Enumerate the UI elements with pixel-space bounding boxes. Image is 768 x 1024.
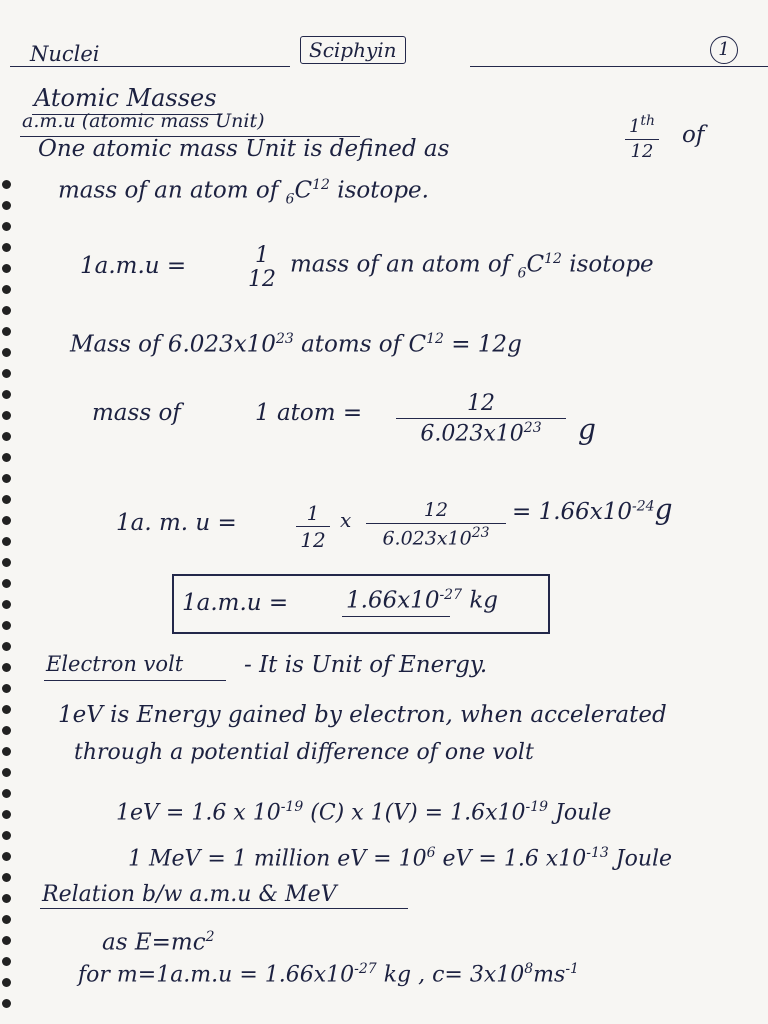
boxed-lhs: 1a.m.u = [182,590,289,616]
ev-joule-equation: 1eV = 1.6 x $10^{-19}$ (C) x $1(V) = 1.6x10^{-19}$ Joule [116,799,612,826]
mass-energy-equation: as $E=mc^2$ [102,929,215,956]
definition-line-2: mass of an atom of $_6C^{12}$ isotope. [58,177,429,208]
amu-definition-rhs: mass of an atom of $_6C^{12}$ isotope [290,251,654,282]
mass-one-atom-fraction: 12 $6.023x10^{23}$ [396,392,566,447]
mass-of-label: mass of [92,400,181,426]
logo: Sciphyin [300,36,406,64]
section-title-atomic-masses: Atomic Masses [34,84,217,112]
amu-definition-lhs: 1a.m.u = [80,253,187,279]
spiral-binding [0,180,14,1020]
header-rule-left [10,66,290,67]
amu-value-result: = $1.66x10^{-24}g$ [512,493,673,526]
times-sign: x [340,508,352,532]
avogadro-mass-equation: Mass of $6.023x10^{23}$ atoms of $C^{12} = 12g$ [70,331,522,358]
relation-underline [40,908,408,909]
electron-volt-underline [44,680,226,681]
page-number: 1 [710,36,738,64]
one-atom-label: 1 atom = [255,400,363,426]
ev-definition-line-2: through a potential difference of one volt [74,740,534,765]
amu-energy-values: for $m=1a.m.u = 1.66x10^{-27}$ kg , $c= 3x10^8ms^{-1}$ [78,961,579,988]
fraction-1-over-12-b: 1 12 [296,502,330,551]
ev-definition-line-1: 1eV is Energy gained by electron, when accelerated [58,702,667,728]
boxed-value: $1.66x10^{-27}$ kg [346,587,498,614]
mass-fraction-b: 12 $6.023x10^{23}$ [366,500,506,549]
definition-of: of [682,122,705,148]
boxed-value-underline [342,616,450,617]
mev-joule-equation: 1 MeV = 1 million eV = $10^6$ eV = 1.6 $x10^{-13}$ Joule [128,845,673,872]
section-title-relation: Relation b/w a.m.u & MeV [42,882,337,907]
header-rule-mid [470,66,510,67]
section-title-electron-volt: Electron volt [46,652,184,676]
definition-line-1: One atomic mass Unit is defined as [38,136,450,162]
electron-volt-desc: - It is Unit of Energy. [244,652,488,678]
fraction-1-12th: 1th 12 [625,114,659,162]
fraction-1-over-12: 1 12 [248,243,276,293]
topic-title: Nuclei [30,42,100,66]
gram-unit: g [578,413,596,446]
amu-label: a.m.u (atomic mass Unit) [22,110,265,132]
header-rule-right [510,66,768,67]
amu-value-lhs: 1a. m. u = [116,510,237,536]
